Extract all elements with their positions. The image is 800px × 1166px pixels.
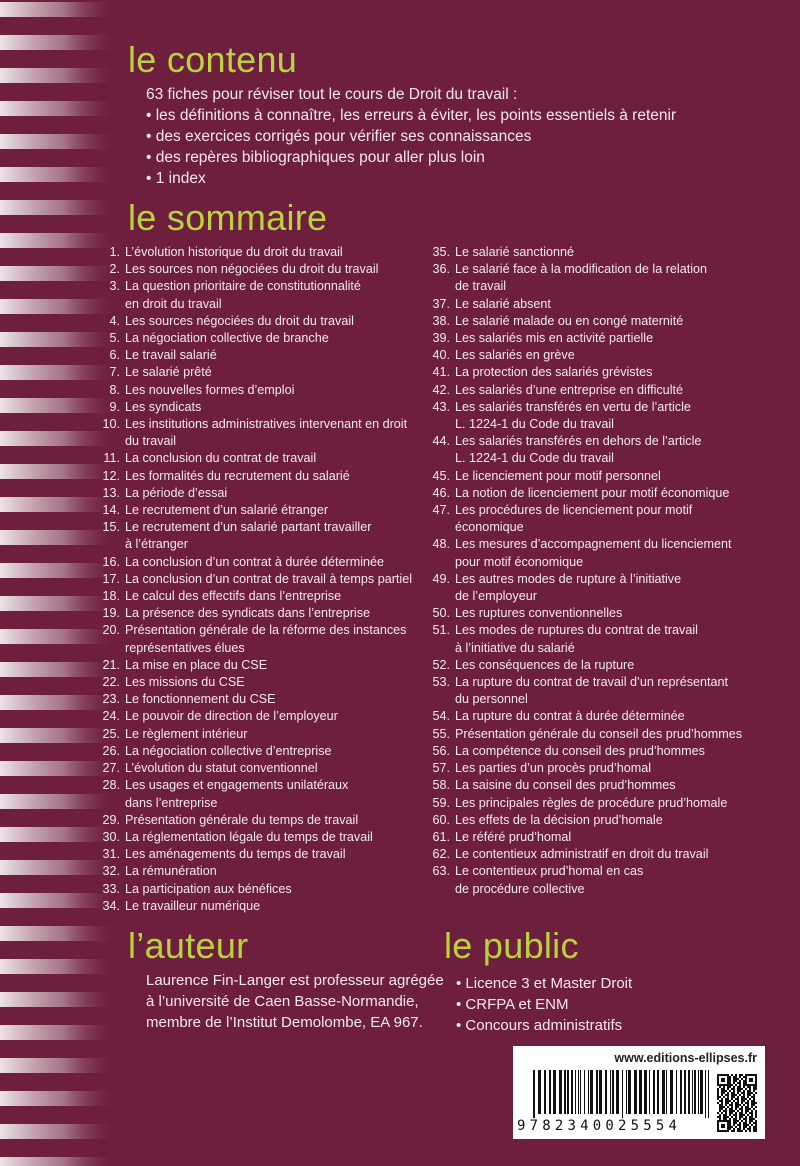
toc-item: [90, 450, 430, 467]
toc-left-column: [90, 244, 430, 915]
toc-item: [90, 898, 430, 915]
isbn-barcode: [533, 1070, 713, 1118]
qr-code-icon: [715, 1072, 759, 1134]
toc-item-number: 2.: [109, 262, 120, 277]
toc-item: [420, 399, 795, 433]
toc-right-column: [420, 244, 795, 898]
toc-item-title: Le salarié prêté: [125, 365, 212, 380]
toc-item: [90, 519, 430, 553]
toc-item: [90, 846, 430, 863]
toc-item-title: Les syndicats: [125, 399, 202, 414]
contenu-text: [146, 84, 676, 189]
toc-item-number: 43.: [432, 399, 450, 414]
toc-item: [90, 382, 430, 399]
toc-item-title: La notion de licenciement pour motif économique: [455, 485, 730, 500]
toc-item-title: Les autres modes de rupture à l’initiative de l’employeur: [455, 571, 682, 604]
toc-item: [90, 863, 430, 880]
toc-item-number: 33.: [102, 881, 120, 896]
public-item: • Licence 3 et Master Droit: [456, 975, 633, 992]
toc-item: [420, 846, 795, 863]
toc-item-number: 17.: [102, 571, 120, 586]
toc-item-title: Les modes de ruptures du contrat de travail à l’initiative du salarié: [455, 623, 698, 655]
toc-item-title: Les formalités du recrutement du salarié: [125, 468, 350, 483]
toc-item-number: 47.: [432, 503, 450, 518]
toc-item: [420, 777, 795, 794]
toc-item-number: 24.: [102, 709, 120, 724]
toc-item-number: 37.: [432, 296, 450, 311]
toc-item-title: Le calcul des effectifs dans l’entreprise: [125, 589, 342, 604]
toc-item-title: Les sources négociées du droit du travail: [125, 313, 354, 328]
toc-item-title: Le salarié sanctionné: [455, 245, 575, 259]
toc-item: [420, 726, 795, 743]
toc-item-number: 27.: [102, 761, 120, 776]
toc-item-number: 30.: [102, 829, 120, 844]
toc-item-title: Les salariés mis en activité partielle: [455, 331, 654, 346]
toc-item: [90, 605, 430, 622]
toc-item-title: Présentation générale du conseil des prud’hommes: [455, 726, 743, 741]
toc-item: [90, 708, 430, 725]
toc-item-number: 6.: [109, 348, 120, 363]
toc-item-number: 29.: [102, 812, 120, 827]
toc-item-title: La mise en place du CSE: [125, 657, 268, 672]
toc-item: [420, 829, 795, 846]
toc-item: [420, 863, 795, 897]
toc-item: [420, 485, 795, 502]
toc-item-number: 59.: [432, 795, 450, 810]
toc-item: [90, 691, 430, 708]
toc-item-number: 13.: [102, 485, 120, 500]
toc-item-title: Présentation générale de la réforme des instances représentatives élues: [125, 623, 407, 655]
toc-item-number: 22.: [102, 675, 120, 690]
contenu-line: • 1 index: [146, 170, 206, 187]
toc-item: [90, 244, 430, 261]
toc-item: [420, 261, 795, 295]
toc-item-number: 41.: [432, 365, 450, 380]
toc-item-number: 48.: [432, 537, 450, 552]
toc-item: [90, 743, 430, 760]
toc-item-title: La période d’essai: [125, 485, 228, 500]
toc-item: [420, 812, 795, 829]
toc-item-title: Le référé prud’homal: [455, 829, 572, 844]
public-item: • Concours administratifs: [456, 1017, 623, 1034]
toc-item-number: 15.: [102, 520, 120, 535]
toc-item: [420, 330, 795, 347]
toc-item-title: La conclusion du contrat de travail: [125, 451, 317, 466]
toc-item-title: Les mesures d’accompagnement du licenciement pour motif économique: [455, 537, 732, 569]
toc-item: [90, 261, 430, 278]
heading-auteur: l’auteur: [128, 925, 249, 966]
toc-item-number: 61.: [432, 829, 450, 844]
toc-item-title: Présentation générale du temps de travail: [125, 812, 359, 827]
toc-item-title: Les principales règles de procédure prud’homale: [455, 795, 728, 810]
toc-item-number: 23.: [102, 692, 120, 707]
author-line: membre de l’Institut Demolombe, EA 967.: [146, 1014, 423, 1031]
toc-item-number: 18.: [102, 589, 120, 604]
toc-item-number: 20.: [102, 623, 120, 638]
barcode-panel: [513, 1046, 765, 1139]
toc-item-number: 44.: [432, 434, 450, 449]
toc-item-number: 28.: [102, 778, 120, 793]
toc-item-title: Le travail salarié: [125, 348, 217, 363]
toc-item-title: Le travailleur numérique: [125, 898, 261, 913]
toc-item-number: 26.: [102, 743, 120, 758]
toc-item: [420, 622, 795, 656]
toc-item-number: 10.: [102, 417, 120, 432]
website-url: www.editions-ellipses.fr: [614, 1051, 757, 1065]
toc-item-number: 57.: [432, 761, 450, 776]
contenu-line: 63 fiches pour réviser tout le cours de Droit du travail :: [146, 86, 518, 103]
toc-item-number: 58.: [432, 778, 450, 793]
toc-item-number: 4.: [109, 313, 120, 328]
toc-item-number: 60.: [432, 812, 450, 827]
toc-item-title: La réglementation légale du temps de travail: [125, 829, 373, 844]
toc-item: [90, 278, 430, 312]
toc-item: [420, 605, 795, 622]
toc-item-number: 14.: [102, 503, 120, 518]
toc-item-title: Les conséquences de la rupture: [455, 657, 635, 672]
toc-item: [90, 347, 430, 364]
toc-item: [90, 881, 430, 898]
toc-item-number: 46.: [432, 485, 450, 500]
toc-item: [420, 571, 795, 605]
toc-item-title: Le pouvoir de direction de l’employeur: [125, 709, 338, 724]
toc-item-title: La rupture du contrat à durée déterminée: [455, 709, 685, 724]
toc-item-number: 55.: [432, 726, 450, 741]
toc-item-title: La compétence du conseil des prud’hommes: [455, 743, 705, 758]
toc-item: [90, 588, 430, 605]
toc-item-number: 32.: [102, 864, 120, 879]
toc-item-title: Les salariés en grève: [455, 348, 575, 363]
toc-item-number: 62.: [432, 847, 450, 862]
toc-item-title: La saisine du conseil des prud’hommes: [455, 778, 676, 793]
toc-item-title: La présence des syndicats dans l’entreprise: [125, 606, 371, 621]
toc-item-title: Le recrutement d’un salarié étranger: [125, 503, 329, 518]
toc-item-number: 9.: [109, 399, 120, 414]
toc-item-title: Les salariés transférés en vertu de l’article L. 1224-1 du Code du travail: [455, 399, 691, 432]
toc-item: [90, 364, 430, 381]
heading-public: le public: [444, 925, 579, 966]
toc-item: [90, 554, 430, 571]
toc-item-number: 36.: [432, 262, 450, 277]
toc-item: [420, 433, 795, 467]
toc-item: [90, 399, 430, 416]
toc-item-number: 31.: [102, 847, 120, 862]
heading-contenu: le contenu: [128, 39, 298, 80]
toc-item: [90, 468, 430, 485]
toc-item-title: Le salarié absent: [455, 296, 551, 311]
toc-item-title: Le fonctionnement du CSE: [125, 692, 276, 707]
heading-sommaire: le sommaire: [128, 197, 328, 238]
toc-item-number: 11.: [103, 451, 120, 466]
author-line: à l’université de Caen Basse-Normandie,: [146, 993, 419, 1010]
toc-item-number: 25.: [102, 726, 120, 741]
toc-item-number: 52.: [432, 657, 450, 672]
toc-item: [420, 244, 795, 261]
public-list: [456, 973, 632, 1036]
toc-item-number: 34.: [102, 898, 120, 913]
contenu-line: • des exercices corrigés pour vérifier ses connaissances: [146, 128, 532, 145]
toc-item-number: 19.: [102, 606, 120, 621]
contenu-line: • les définitions à connaître, les erreurs à éviter, les points essentiels à retenir: [146, 107, 677, 124]
toc-item-number: 45.: [432, 468, 450, 483]
author-text: [146, 970, 444, 1033]
toc-item-title: Les sources non négociées du droit du travail: [125, 262, 379, 277]
toc-item-title: La négociation collective d’entreprise: [125, 743, 332, 758]
toc-item-title: Le salarié face à la modification de la relation de travail: [455, 262, 708, 294]
toc-item: [90, 812, 430, 829]
toc-item-title: Les missions du CSE: [125, 675, 245, 690]
toc-item-title: La rémunération: [125, 864, 217, 879]
toc-item-number: 42.: [432, 382, 450, 397]
toc-item-title: La protection des salariés grévistes: [455, 365, 653, 380]
toc-item: [90, 829, 430, 846]
toc-item-number: 1.: [109, 245, 120, 259]
toc-item-title: Les institutions administratives intervenant en droit du travail: [125, 417, 408, 449]
toc-item: [420, 536, 795, 570]
toc-item-title: Le licenciement pour motif personnel: [455, 468, 661, 483]
toc-item-number: 3.: [109, 279, 120, 294]
public-item: • CRFPA et ENM: [456, 996, 569, 1013]
toc-item-number: 7.: [109, 365, 120, 380]
toc-item-title: Les effets de la décision prud’homale: [455, 812, 663, 827]
toc-item-title: Le contentieux prud’homal en cas de procédure collective: [455, 864, 644, 896]
toc-item-title: Les nouvelles formes d’emploi: [125, 382, 295, 397]
toc-item: [90, 622, 430, 656]
toc-item-number: 54.: [432, 709, 450, 724]
toc-item-title: Les salariés transférés en dehors de l’article L. 1224-1 du Code du travail: [455, 434, 702, 466]
toc-item: [420, 708, 795, 725]
toc-item-number: 21.: [102, 657, 120, 672]
toc-item: [420, 674, 795, 708]
toc-item-title: Le recrutement d’un salarié partant travailler à l’étranger: [125, 520, 372, 552]
toc-item-title: La négociation collective de branche: [125, 331, 329, 346]
toc-item: [420, 760, 795, 777]
toc-item-title: La conclusion d’un contrat de travail à temps partiel: [125, 571, 413, 586]
toc-item-title: Les ruptures conventionnelles: [455, 606, 623, 621]
toc-item: [90, 416, 430, 450]
toc-item: [420, 468, 795, 485]
toc-item: [90, 674, 430, 691]
toc-item-number: 49.: [432, 571, 450, 586]
toc-item: [420, 382, 795, 399]
toc-item-title: L’évolution du statut conventionnel: [125, 761, 318, 776]
toc-item-title: Le salarié malade ou en congé maternité: [455, 313, 684, 328]
toc-item-number: 50.: [432, 606, 450, 621]
contenu-line: • des repères bibliographiques pour aller plus loin: [146, 149, 485, 166]
toc-item-number: 40.: [432, 348, 450, 363]
toc-item-number: 53.: [432, 675, 450, 690]
toc-item-number: 16.: [102, 554, 120, 569]
toc-item-number: 35.: [432, 245, 450, 259]
toc-item: [420, 657, 795, 674]
toc-item-number: 8.: [109, 382, 120, 397]
toc-item: [90, 726, 430, 743]
toc-item-number: 12.: [102, 468, 120, 483]
toc-item-number: 39.: [432, 331, 450, 346]
toc-item: [90, 657, 430, 674]
toc-item-number: 63.: [432, 864, 450, 879]
toc-item: [90, 330, 430, 347]
toc-item: [420, 502, 795, 536]
toc-item: [420, 347, 795, 364]
toc-item-title: Les procédures de licenciement pour motif économique: [455, 503, 693, 535]
toc-item-title: Le règlement intérieur: [125, 726, 248, 741]
toc-item: [420, 795, 795, 812]
toc-item-title: Les parties d’un procès prud’homal: [455, 761, 652, 776]
isbn-number: 9782340025554: [517, 1118, 682, 1134]
toc-item-number: 5.: [109, 331, 120, 346]
toc-item-number: 56.: [432, 743, 450, 758]
toc-item: [420, 313, 795, 330]
toc-item-title: Les aménagements du temps de travail: [125, 847, 346, 862]
toc-item: [90, 313, 430, 330]
author-line: Laurence Fin-Langer est professeur agrégée: [146, 972, 444, 989]
toc-item-number: 51.: [432, 623, 450, 638]
toc-item-title: La rupture du contrat de travail d’un représentant du personnel: [455, 675, 729, 707]
toc-item-title: La participation aux bénéfices: [125, 881, 292, 896]
toc-item: [90, 485, 430, 502]
toc-item: [420, 296, 795, 313]
toc-item: [90, 502, 430, 519]
toc-item-title: Le contentieux administratif en droit du travail: [455, 847, 709, 862]
toc-item: [420, 364, 795, 381]
toc-item-number: 38.: [432, 313, 450, 328]
toc-item: [420, 743, 795, 760]
toc-item-title: Les usages et engagements unilatéraux dans l’entreprise: [125, 778, 349, 810]
toc-item-title: La question prioritaire de constitutionnalité en droit du travail: [125, 279, 361, 311]
toc-item-title: Les salariés d’une entreprise en difficulté: [455, 382, 683, 397]
toc-item: [90, 777, 430, 811]
toc-item-title: L’évolution historique du droit du travail: [125, 245, 343, 259]
toc-item: [90, 571, 430, 588]
toc-item-title: La conclusion d’un contrat à durée déterminée: [125, 554, 385, 569]
toc-item: [90, 760, 430, 777]
